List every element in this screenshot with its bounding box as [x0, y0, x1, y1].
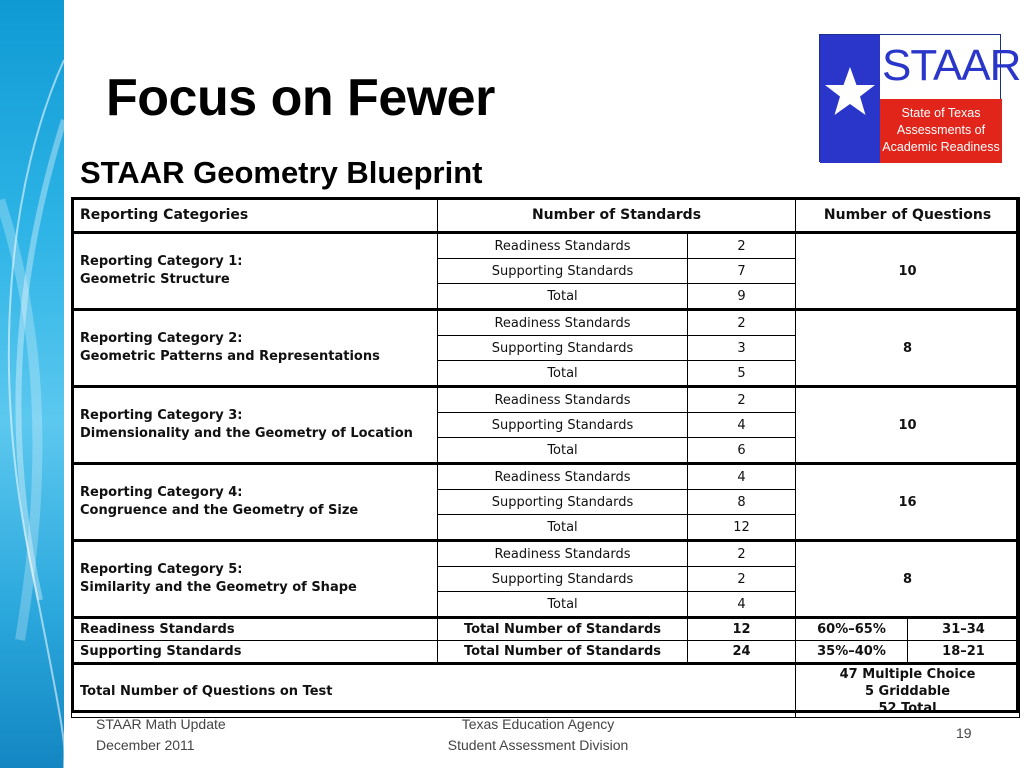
total-questions-label: Total Number of Questions on Test [72, 664, 796, 718]
footer-center [388, 714, 688, 756]
table-row [72, 541, 1020, 567]
category-number: Reporting Category 2: [80, 331, 243, 346]
summary-value: 12 [688, 618, 796, 641]
questions-value: 16 [796, 464, 1020, 541]
summary-row-supporting [72, 641, 1020, 664]
standard-value: 9 [688, 284, 796, 310]
footer-left [96, 714, 226, 756]
star-icon [822, 65, 878, 121]
standard-value: 4 [688, 464, 796, 490]
questions-value: 8 [796, 310, 1020, 387]
summary-desc: Total Number of Standards [438, 641, 688, 664]
table-row [72, 387, 1020, 413]
standard-label: Readiness Standards [438, 310, 688, 336]
logo-wordmark: STAAR [882, 41, 1021, 90]
questions-value: 10 [796, 233, 1020, 310]
swoosh-decoration [0, 0, 64, 768]
footer-agency: Texas Education Agency [461, 716, 615, 732]
summary-range: 18–21 [908, 641, 1020, 664]
category-name: Geometric Patterns and Representations [80, 349, 380, 364]
category-name: Geometric Structure [80, 272, 230, 287]
standard-label: Readiness Standards [438, 387, 688, 413]
header-number-of-questions: Number of Questions [796, 198, 1020, 233]
logo-tagline-line3: Academic Readiness [882, 140, 1000, 154]
footer-division: Student Assessment Division [447, 737, 629, 753]
category-number: Reporting Category 1: [80, 254, 243, 269]
summary-desc: Total Number of Standards [438, 618, 688, 641]
total-questions-row [72, 664, 1020, 718]
questions-value: 8 [796, 541, 1020, 618]
table-header-row [72, 198, 1020, 233]
standard-value: 2 [688, 567, 796, 592]
category-number: Reporting Category 3: [80, 408, 243, 423]
header-number-of-standards: Number of Standards [438, 198, 796, 233]
standard-label: Readiness Standards [438, 541, 688, 567]
standard-value: 2 [688, 233, 796, 259]
standard-value: 5 [688, 361, 796, 387]
logo-tagline-line1: State of Texas [901, 106, 981, 120]
footer-date: December 2011 [96, 737, 195, 753]
standard-label: Total [438, 515, 688, 541]
table-row [72, 310, 1020, 336]
category-name: Similarity and the Geometry of Shape [80, 580, 357, 595]
slide-title: Focus on Fewer [106, 69, 495, 127]
decorative-side-band [0, 0, 64, 768]
standard-label: Supporting Standards [438, 259, 688, 284]
standard-value: 2 [688, 387, 796, 413]
category-cell [72, 387, 438, 464]
standard-value: 4 [688, 592, 796, 618]
standard-label: Total [438, 592, 688, 618]
standard-value: 4 [688, 413, 796, 438]
summary-value: 24 [688, 641, 796, 664]
category-cell [72, 310, 438, 387]
standard-value: 3 [688, 336, 796, 361]
category-name: Congruence and the Geometry of Size [80, 503, 359, 518]
summary-row-readiness [72, 618, 1020, 641]
total-questions-value [796, 664, 1020, 718]
standard-value: 8 [688, 490, 796, 515]
standard-label: Supporting Standards [438, 336, 688, 361]
standard-value: 6 [688, 438, 796, 464]
page-number: 19 [956, 725, 972, 741]
standard-label: Total [438, 361, 688, 387]
standard-label: Supporting Standards [438, 567, 688, 592]
table-row [72, 464, 1020, 490]
standard-label: Supporting Standards [438, 490, 688, 515]
total-questions: 52 Total [878, 700, 937, 716]
staar-logo [819, 34, 1021, 162]
standard-label: Total [438, 438, 688, 464]
logo-tagline [880, 99, 1002, 163]
category-cell [72, 541, 438, 618]
blueprint-table [71, 197, 1020, 718]
summary-label: Readiness Standards [72, 618, 438, 641]
standard-value: 7 [688, 259, 796, 284]
category-number: Reporting Category 5: [80, 562, 243, 577]
footer-presentation-title: STAAR Math Update [96, 716, 226, 732]
header-reporting-categories: Reporting Categories [72, 198, 438, 233]
standard-value: 2 [688, 310, 796, 336]
standard-label: Readiness Standards [438, 233, 688, 259]
standard-label: Readiness Standards [438, 464, 688, 490]
category-number: Reporting Category 4: [80, 485, 243, 500]
summary-label: Supporting Standards [72, 641, 438, 664]
table-row [72, 233, 1020, 259]
total-griddable: 5 Griddable [864, 683, 951, 699]
logo-tagline-line2: Assessments of [896, 123, 986, 137]
total-multiple-choice: 47 Multiple Choice [839, 666, 976, 682]
standard-value: 12 [688, 515, 796, 541]
summary-percent: 60%–65% [796, 618, 908, 641]
standard-label: Supporting Standards [438, 413, 688, 438]
summary-range: 31–34 [908, 618, 1020, 641]
category-name: Dimensionality and the Geometry of Location [80, 426, 413, 441]
standard-label: Total [438, 284, 688, 310]
questions-value: 10 [796, 387, 1020, 464]
standard-value: 2 [688, 541, 796, 567]
category-cell [72, 464, 438, 541]
category-cell [72, 233, 438, 310]
slide-subtitle: STAAR Geometry Blueprint [80, 155, 483, 190]
summary-percent: 35%–40% [796, 641, 908, 664]
